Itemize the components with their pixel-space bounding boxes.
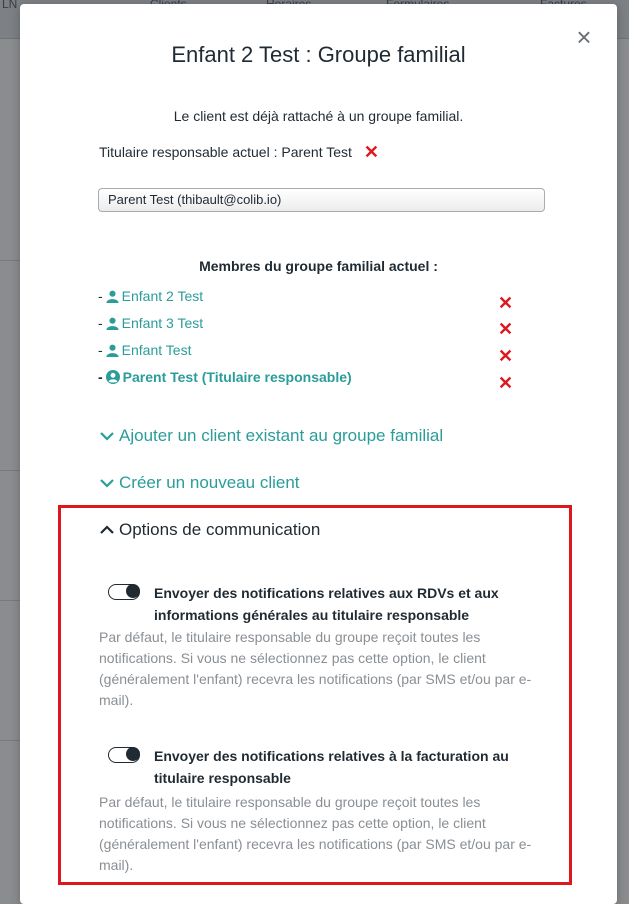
- user-icon: [106, 317, 119, 330]
- current-holder-row: [99, 144, 379, 160]
- member-link[interactable]: Enfant 3 Test: [121, 315, 204, 331]
- member-item: - Enfant 3 Test: [98, 315, 204, 331]
- user-icon: [106, 344, 119, 357]
- chevron-down-icon: [99, 430, 115, 442]
- background-divider: [0, 600, 22, 601]
- highlight-box: [58, 505, 572, 885]
- background-divider: [0, 260, 22, 261]
- create-new-client-toggle[interactable]: Créer un nouveau client: [99, 473, 300, 493]
- remove-member-icon[interactable]: ✕: [498, 373, 514, 393]
- background-nav-item: LN: [2, 0, 18, 8]
- user-circle-icon: [106, 370, 120, 384]
- background-divider: [0, 740, 22, 741]
- option-help-text: Par défaut, le titulaire responsable du groupe reçoit toutes les notifications. Si vous ne sélectionnez pas cette option, le client (généralement l'enfant) recevra les notifications (par SMS et/ou par e-mail).: [99, 794, 532, 873]
- chevron-down-icon: [99, 477, 115, 489]
- member-link[interactable]: Enfant 2 Test: [121, 288, 204, 304]
- members-heading: Membres du groupe familial actuel :: [199, 258, 438, 274]
- member-link[interactable]: Parent Test (Titulaire responsable): [122, 369, 352, 385]
- remove-member-icon[interactable]: ✕: [498, 346, 514, 366]
- modal-title: Enfant 2 Test : Groupe familial: [171, 42, 466, 67]
- close-button[interactable]: ×: [576, 22, 592, 52]
- current-holder-text: Titulaire responsable actuel : Parent Test: [99, 144, 352, 160]
- member-link[interactable]: Enfant Test: [121, 342, 192, 358]
- remove-holder-icon[interactable]: ✕: [363, 142, 380, 162]
- option-label: Envoyer des notifications relatives à la facturation au titulaire responsable: [154, 748, 509, 786]
- user-icon: [106, 290, 119, 303]
- member-item: - Enfant 2 Test: [98, 288, 204, 304]
- option-label: Envoyer des notifications relatives aux RDVs et aux informations générales au titulaire responsable: [154, 585, 499, 623]
- member-item: - Enfant Test: [98, 342, 192, 358]
- add-existing-client-toggle[interactable]: Ajouter un client existant au groupe familial: [99, 426, 443, 446]
- remove-member-icon[interactable]: ✕: [498, 293, 514, 313]
- info-text: Le client est déjà rattaché à un groupe familial.: [173, 108, 464, 124]
- remove-member-icon[interactable]: ✕: [498, 319, 514, 339]
- background-divider: [0, 470, 22, 471]
- holder-select[interactable]: Parent Test (thibault@colib.io): [98, 188, 545, 212]
- member-item: - Parent Test (Titulaire responsable): [98, 369, 352, 385]
- option-help-text: Par défaut, le titulaire responsable du groupe reçoit toutes les notifications. Si vous ne sélectionnez pas cette option, le client (généralement l'enfant) recevra les notifications (par SMS et/ou par e-mail).: [99, 629, 532, 708]
- communication-options-toggle[interactable]: Options de communication: [99, 520, 320, 540]
